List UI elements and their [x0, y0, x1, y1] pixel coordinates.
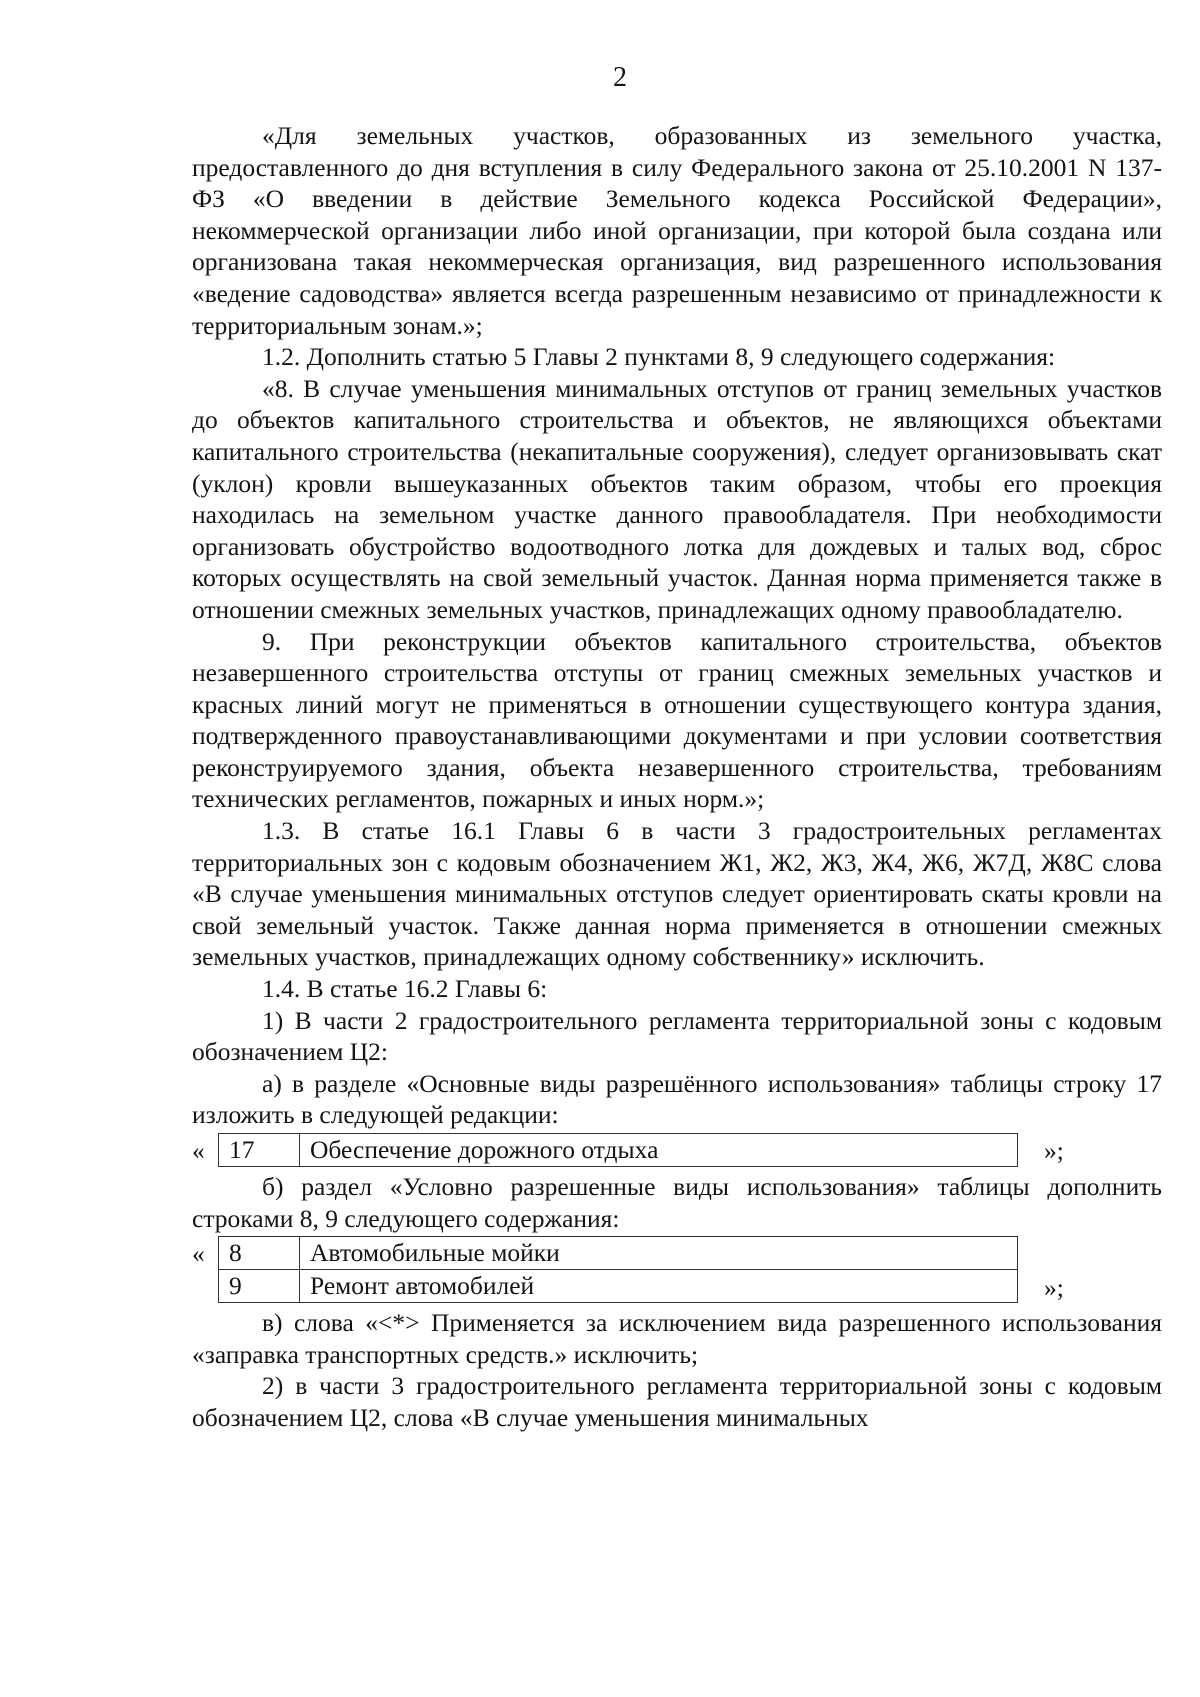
close-quote: »;	[1044, 1272, 1064, 1302]
paragraph-part-2: 1) В части 2 градостроительного регламента территориальной зоны с кодовым обозначением Ц2:	[192, 1005, 1162, 1067]
table-row	[219, 1270, 1018, 1303]
table-row	[219, 1237, 1018, 1270]
row-text: Ремонт автомобилей	[300, 1270, 1018, 1303]
table-row	[219, 1134, 1018, 1167]
paragraph-1-4: 1.4. В статье 16.2 Главы 6:	[262, 974, 548, 1004]
document-body	[192, 120, 1162, 1434]
amendment-table-1	[218, 1133, 1018, 1167]
paragraph-subitem-b: б) раздел «Условно разрешенные виды использования» таблицы дополнить строками 8, 9 следующего содержания:	[192, 1172, 1162, 1233]
paragraph-gardening-clause: «Для земельных участков, образованных из земельного участка, предоставленного до дня вступления в силу Федерального закона от 25.10.2001 N 137-ФЗ «О введении в действие Земельного кодекса Российской Федерации», некоммерческой организации либо иной организации, при которой была создана или организована такая некоммерческая организация, вид разрешенного использования «ведение садоводства» является всегда разрешенным независимо от принадлежности к территориальным зонам.»;	[192, 121, 1162, 340]
open-quote: «	[192, 1239, 205, 1269]
page-number: 2	[613, 62, 627, 93]
paragraph-subitem-a: а) в разделе «Основные виды разрешённого использования» таблицы строку 17 изложить в следующей редакции:	[192, 1068, 1162, 1130]
amendment-table-2-block	[192, 1236, 1162, 1303]
row-text: Автомобильные мойки	[300, 1237, 1018, 1270]
row-text: Обеспечение дорожного отдыха	[300, 1134, 1018, 1167]
paragraph-1-3: 1.3. В статье 16.1 Главы 6 в части 3 градостроительных регламентах территориальных зон с кодовым обозначением Ж1, Ж2, Ж3, Ж4, Ж6, Ж7Д, Ж8С слова «В случае уменьшения минимальных отступов следует ориентировать скаты кровли на свой земельный участок. Также данная норма применяется в отношении смежных земельных участков, принадлежащих одному собственнику» исключить.	[192, 816, 1162, 972]
open-quote: «	[192, 1136, 205, 1165]
paragraph-item-9: 9. При реконструкции объектов капитального строительства, объектов незавершенного строительства отступы от границ смежных земельных участков и красных линий могут не применяться в отношении существующего контура здания, подтвержденного правоустанавливающими документами и при условии соответствия реконструируемого здания, объекта незавершенного строительства, требованиям технических регламентов, пожарных и иных норм.»;	[192, 626, 1162, 814]
amendment-table-1-block	[192, 1133, 1162, 1167]
paragraph-item-8: «8. В случае уменьшения минимальных отступов от границ земельных участков до объектов капитального строительства и объектов, не являющихся объектами капитального строительства (некапитальные сооружения), следует организовывать скат (уклон) кровли вышеуказанных объектов таким образом, чтобы его проекция находилась на земельном участке данного правообладателя. При необходимости организовать обустройство водоотводного лотка для дождевых и талых вод, сброс которых осуществлять на свой земельный участок. Данная норма применяется также в отношении смежных земельных участков, принадлежащих одному правообладателю.	[192, 373, 1162, 624]
close-quote: »;	[1044, 1136, 1064, 1166]
amendment-table-2	[218, 1236, 1018, 1303]
paragraph-part-3: 2) в части 3 градостроительного регламента территориальной зоны с кодовым обозначением Ц2, слова «В случае уменьшения минимальных	[192, 1371, 1162, 1432]
row-number: 17	[219, 1134, 300, 1167]
paragraph-subitem-v: в) слова «<*> Применяется за исключением вида разрешенного использования «заправка транспортных средств.» исключить;	[192, 1308, 1162, 1369]
row-number: 9	[219, 1270, 300, 1303]
row-number: 8	[219, 1237, 300, 1270]
paragraph-1-2: 1.2. Дополнить статью 5 Главы 2 пунктами 8, 9 следующего содержания:	[262, 342, 1056, 372]
